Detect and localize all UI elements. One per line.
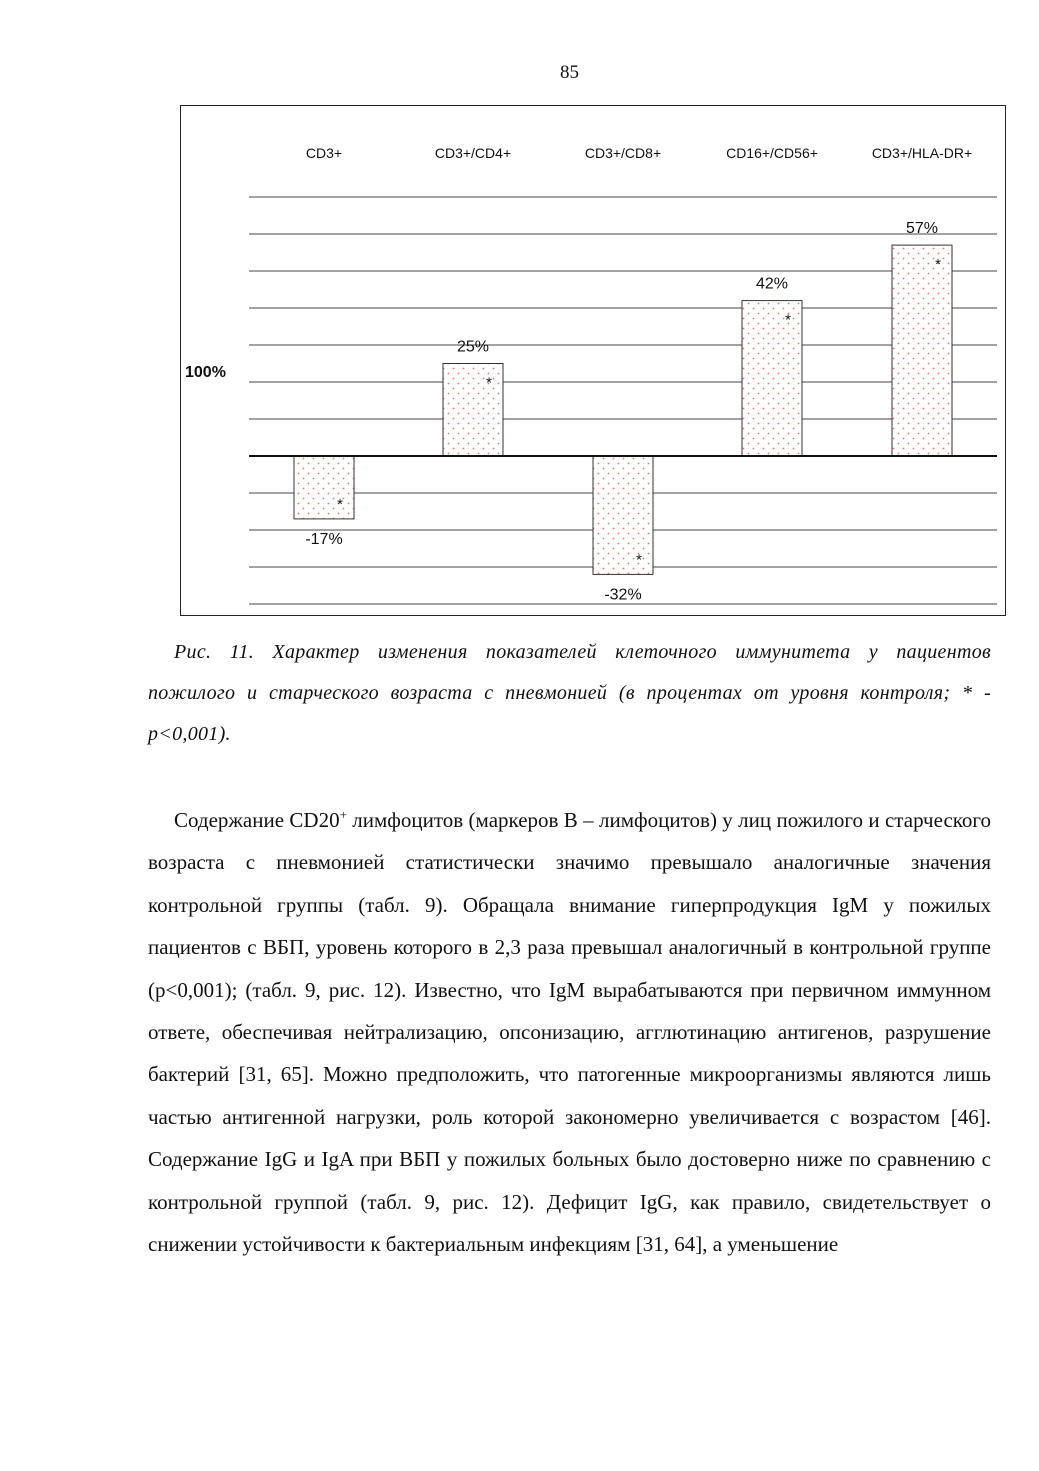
significance-marker-1: * bbox=[486, 374, 492, 392]
bars bbox=[294, 245, 952, 574]
body-paragraph bbox=[148, 799, 991, 1265]
bar-chart bbox=[181, 106, 1007, 617]
category-label-1: CD3+/CD4+ bbox=[434, 145, 512, 161]
body-text-rest: лимфоцитов (маркеров В – лимфоцитов) у лиц пожилого и старческого возраста с пневмонией статистически значимо превышало аналогичные значения контрольной группы (табл. 9). Обращала внимание гиперпродукция IgM у пожилых пациентов с ВБП, уровень которого в 2,3 раза превышал аналогичный в контрольной группе (p<0,001); (табл. 9, рис. 12). Известно, что IgM вырабатываются при первичном иммунном ответе, обеспечивая нейтрализацию, опсонизацию, агглютинацию антигенов, разрушение бактерий [31, 65]. Можно предположить, что патогенные микроорганизмы являются лишь частью антигенной нагрузки, роль которой закономерно увеличивается с возрастом [46]. Содержание IgG и IgA при ВБП у пожилых больных было достоверно ниже по сравнению с контрольной группой (табл. 9, рис. 12). Дефицит IgG, как правило, свидетельствует о снижении устойчивости к бактериальным инфекциям [31, 64], а уменьшение bbox=[148, 808, 991, 1257]
reference-label: 100% bbox=[185, 364, 226, 381]
figure-11 bbox=[180, 105, 1006, 616]
page-number: 85 bbox=[560, 62, 579, 83]
bar-4 bbox=[892, 245, 952, 456]
category-label-2: CD3+/CD8+ bbox=[584, 145, 662, 161]
body-text-start: Содержание CD20 bbox=[174, 808, 340, 832]
value-label-1: 25% bbox=[456, 338, 490, 356]
value-label-2: -32% bbox=[604, 586, 642, 604]
category-labels bbox=[306, 145, 972, 161]
bar-0 bbox=[294, 456, 354, 519]
figure-caption: Рис. 11. Характер изменения показателей клеточного иммунитета у пациентов пожилого и старческого возраста с пневмонией (в процентах от уровня контроля; * - p<0,001). bbox=[148, 641, 991, 745]
bar-2 bbox=[593, 456, 653, 574]
superscript-plus: + bbox=[339, 807, 347, 822]
significance-marker-3: * bbox=[785, 311, 791, 329]
category-label-3: CD16+/CD56+ bbox=[726, 145, 818, 161]
value-label-3: 42% bbox=[755, 275, 789, 293]
significance-marker-4: * bbox=[935, 256, 941, 274]
value-label-4: 57% bbox=[905, 220, 939, 238]
value-label-0: -17% bbox=[305, 530, 343, 548]
significance-marker-2: * bbox=[636, 551, 642, 569]
category-label-0: CD3+ bbox=[305, 145, 343, 161]
bar-1 bbox=[443, 364, 503, 457]
significance-marker-0: * bbox=[337, 495, 343, 513]
bar-3 bbox=[742, 301, 802, 456]
category-label-4: CD3+/HLA-DR+ bbox=[871, 145, 973, 161]
